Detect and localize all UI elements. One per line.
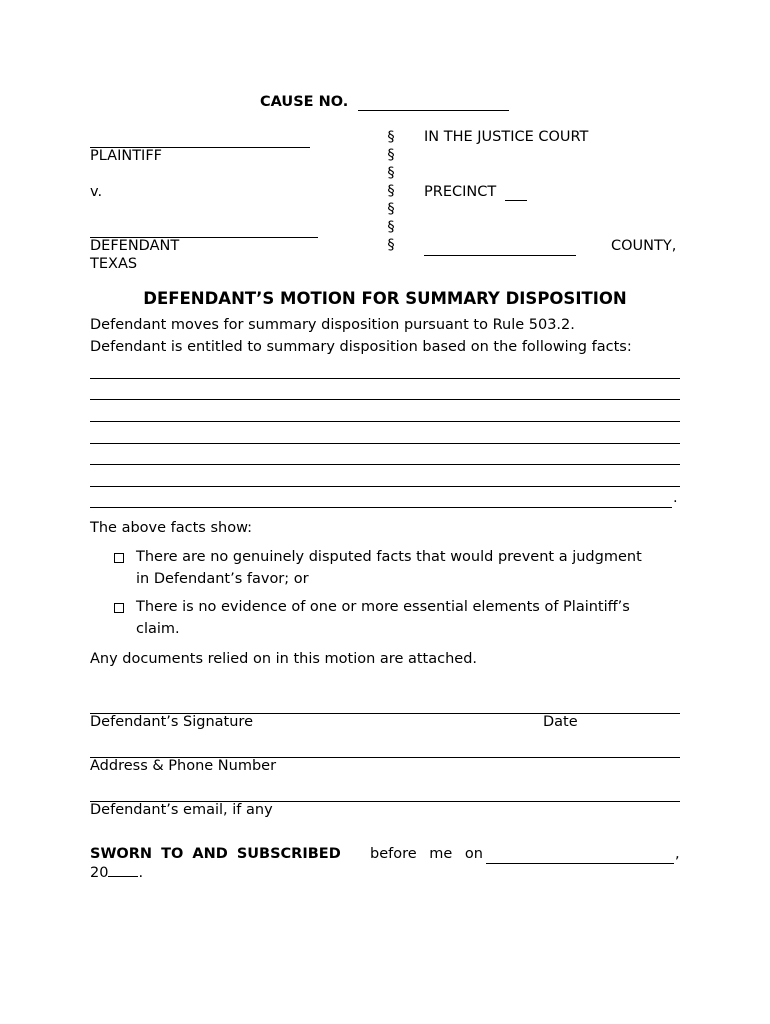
option-no-evidence-cont: claim. [136,621,180,637]
signature-label: Defendant’s Signature [90,714,253,730]
facts-show-label: The above facts show: [90,520,253,536]
facts-line[interactable] [90,378,680,379]
year-suffix: . [138,865,144,881]
checkbox-no-disputed-facts[interactable] [114,553,124,563]
county-blank[interactable] [424,255,576,256]
year-blank[interactable] [108,864,138,877]
year-prefix: 20 [90,865,109,881]
date-label: Date [543,714,578,730]
address-label: Address & Phone Number [90,758,277,774]
email-label: Defendant’s email, if any [90,802,273,818]
defendant-label: DEFENDANT [90,238,180,254]
sworn-year [90,864,143,881]
option-no-disputed-facts: There are no genuinely disputed facts that would prevent a judgment [136,549,642,565]
versus-label: v. [90,184,103,200]
sworn-comma: , [675,846,680,862]
facts-line[interactable] [90,486,680,487]
sworn-date-blank[interactable] [486,863,674,864]
section-symbol: § [387,165,395,181]
facts-line[interactable] [90,443,680,444]
cause-number-blank[interactable] [358,110,509,111]
option-no-evidence: There is no evidence of one or more essential elements of Plaintiff’s [136,599,630,615]
checkbox-no-evidence[interactable] [114,603,124,613]
document-title: DEFENDANT’S MOTION FOR SUMMARY DISPOSITION [143,289,627,308]
facts-line[interactable] [90,464,680,465]
section-symbol: § [387,147,395,163]
facts-line[interactable] [90,399,680,400]
option-no-disputed-facts-cont: in Defendant’s favor; or [136,571,309,587]
motion-statement: Defendant moves for summary disposition pursuant to Rule 503.2. [90,317,575,333]
facts-line[interactable] [90,507,672,508]
documents-statement: Any documents relied on in this motion are attached. [90,651,478,667]
sworn-label: SWORN TO AND SUBSCRIBED [90,846,341,862]
plaintiff-label: PLAINTIFF [90,148,163,164]
cause-number-label: CAUSE NO. [260,94,349,110]
section-symbol: § [387,237,395,253]
section-symbol: § [387,201,395,217]
facts-line[interactable] [90,421,680,422]
texas-label: TEXAS [90,256,138,272]
section-symbol: § [387,129,395,145]
entitled-statement: Defendant is entitled to summary disposition based on the following facts: [90,339,632,355]
county-label: COUNTY, [611,238,677,254]
precinct-label: PRECINCT [424,184,497,200]
precinct-blank[interactable] [505,200,527,201]
section-symbol: § [387,183,395,199]
court-label: IN THE JUSTICE COURT [424,129,589,145]
section-symbol: § [387,219,395,235]
sworn-text: before me on [370,846,483,862]
facts-end-period: . [673,490,678,506]
